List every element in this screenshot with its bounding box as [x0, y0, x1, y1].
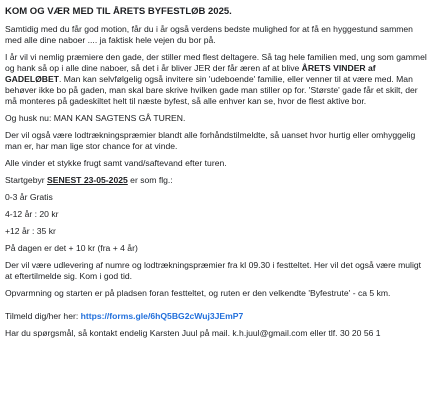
street-prize-text-a: I år vil vi nemlig præmiere den gade, der stiller med flest deltagere. Så tag hele familien med, ung som gammel og hank så op i alle dine naboer, så det i år bliver JER der får æren af at blive [5, 52, 427, 73]
fee-line: 0-3 år Gratis [5, 192, 53, 202]
signup-label: Tilmeld dig/her her: [5, 311, 81, 321]
signup-link[interactable]: https://forms.gle/6hQ5BG2cWuj3JEmP7 [80, 311, 244, 321]
street-prize-text-b: . Man kan selvfølgelig også invitere sin 'udeboende' familie, eller venner til at være med. Man behøver ikke bo på gaden, man skal bare skrive hvilken gade man stiller op for. 'Største' gade får et skilt, der må monteres på gadeskiltet helt til næste byfest, så alle enhver kan se, hvor de flest aktive bor. [5, 74, 418, 106]
fee-line: På dagen er det + 10 kr (fra + 4 år) [5, 243, 138, 253]
street-prize-bold: ÅRETS VINDER af GADELØBET [5, 63, 376, 84]
fee-line: 4-12 år : 20 kr [5, 209, 59, 219]
pickup-paragraph: Der vil være udlevering af numre og lodtrækningspræmier fra kl 09.30 i festteltet. Her vil det også være muligt at eftertilmelde sig. Kom i god tid. [5, 260, 422, 281]
fee-line: +12 år : 35 kr [5, 226, 56, 236]
signup-line [5, 311, 430, 322]
walk-reminder: Og husk nu: MAN KAN SAGTENS GÅ TUREN. [5, 113, 186, 123]
contact-paragraph: Har du spørgsmål, så kontakt endelig Karsten Juul på mail. k.h.juul@gmail.com eller tlf. 30 20 56 1 [5, 328, 381, 338]
fruit-paragraph: Alle vinder et stykke frugt samt vand/saftevand efter turen. [5, 158, 227, 168]
post-title: KOM OG VÆR MED TIL ÅRETS BYFESTLØB 2025. [5, 6, 232, 17]
route-paragraph: Opvarmning og starten er på pladsen foran festteltet, og ruten er den velkendte 'Byfestrute' - ca 5 km. [5, 288, 391, 298]
fee-suffix: er som flg.: [127, 175, 173, 185]
street-prize-paragraph [5, 52, 430, 107]
fee-prefix: Startgebyr [5, 175, 48, 185]
intro-paragraph: Samtidig med du får god motion, får du i år også verdens bedste mulighed for at få en hyggestund sammen med alle dine naboer .... ja faktisk hele vejen du bor på. [5, 24, 413, 45]
lottery-paragraph: Der vil også være lodtrækningspræmier blandt alle forhåndstilmeldte, så uanset hvor hurtig eller omhyggelig man er, har man lige stor chance for at vinde. [5, 130, 416, 151]
fee-deadline: SENEST 23-05-2025 [47, 175, 128, 185]
fee-heading [5, 175, 430, 186]
